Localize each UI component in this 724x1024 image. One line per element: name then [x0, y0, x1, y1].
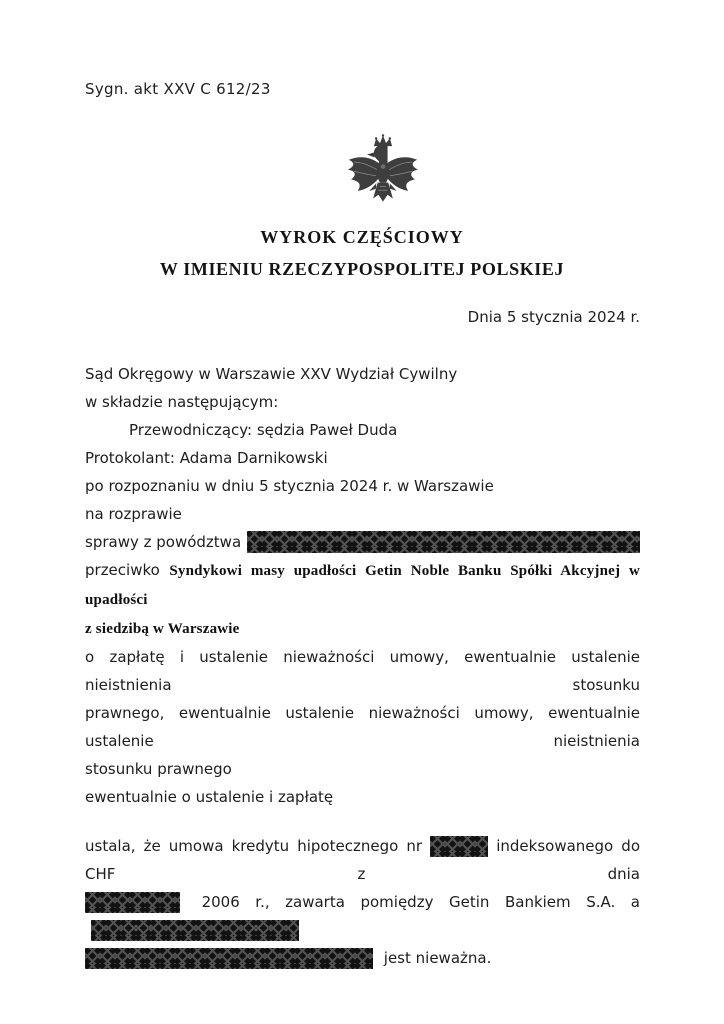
redaction-bar: [85, 892, 180, 913]
court-name-line: Sąd Okręgowy w Warszawie XXV Wydział Cywilny: [85, 365, 458, 383]
ruling-line-1: [85, 832, 640, 888]
ruling-line1-text1: ustala, że umowa kredytu hipotecznego nr: [85, 837, 423, 855]
polish-eagle-emblem: [345, 133, 421, 217]
redaction-bar: [430, 836, 488, 857]
ruling-line3-text1: jest nieważna.: [383, 949, 492, 967]
presiding-judge-line: Przewodniczący: sędzia Paweł Duda: [129, 421, 398, 439]
clerk-line: Protokolant: Adama Darnikowski: [85, 449, 328, 467]
ruling-line-2: [85, 888, 640, 944]
claim-subject-line-1: o zapłatę i ustalenie nieważności umowy, ewentualnie ustalenie nieistnienia stosunku: [85, 648, 640, 694]
claim-prefix-text: sprawy z powództwa: [85, 533, 242, 551]
judgment-title: [0, 227, 724, 280]
ruling-line2-text1: 2006 r., zawarta pomiędzy Getin Bankiem S.A. a: [201, 893, 640, 911]
judgment-date: Dnia 5 stycznia 2024 r.: [467, 308, 640, 326]
redaction-bar: [91, 920, 299, 941]
judgment-body: [85, 360, 640, 972]
case-number: Sygn. akt XXV C 612/23: [85, 80, 271, 98]
defendant-name-part1: Syndykowi masy upadłości Getin Noble Banku Spółki Akcyjnej w upadłości: [85, 563, 640, 608]
claim-subject-line-2: prawnego, ewentualnie ustalenie nieważności umowy, ewentualnie ustalenie nieistnienia: [85, 704, 640, 750]
against-prefix-text: przeciwko: [85, 561, 160, 579]
hearing-line: po rozpoznaniu w dniu 5 stycznia 2024 r. w Warszawie: [85, 477, 494, 495]
defendant-line-2: [85, 614, 640, 643]
judgment-title-line1: WYROK CZĘŚCIOWY: [260, 227, 464, 247]
claim-subject-line-3: stosunku prawnego: [85, 760, 232, 778]
redaction-bar: [85, 948, 373, 969]
redaction-bar: [247, 531, 640, 553]
at-hearing-line: na rozprawie: [85, 505, 182, 523]
ruling-line-3: [85, 944, 640, 972]
defendant-line-1: [85, 556, 640, 614]
ruling-paragraph: [85, 832, 640, 972]
claim-subject-line-4: ewentualnie o ustalenie i zapłatę: [85, 788, 334, 806]
ruling-line1-text2: indeksowanego do CHF z dnia: [85, 837, 640, 883]
defendant-name-part2: z siedzibą w Warszawie: [85, 621, 240, 637]
plaintiff-line: [85, 528, 640, 556]
court-composition-line: w składzie następującym:: [85, 393, 279, 411]
judgment-title-line2: W IMIENIU RZECZYPOSPOLITEJ POLSKIEJ: [159, 259, 565, 279]
